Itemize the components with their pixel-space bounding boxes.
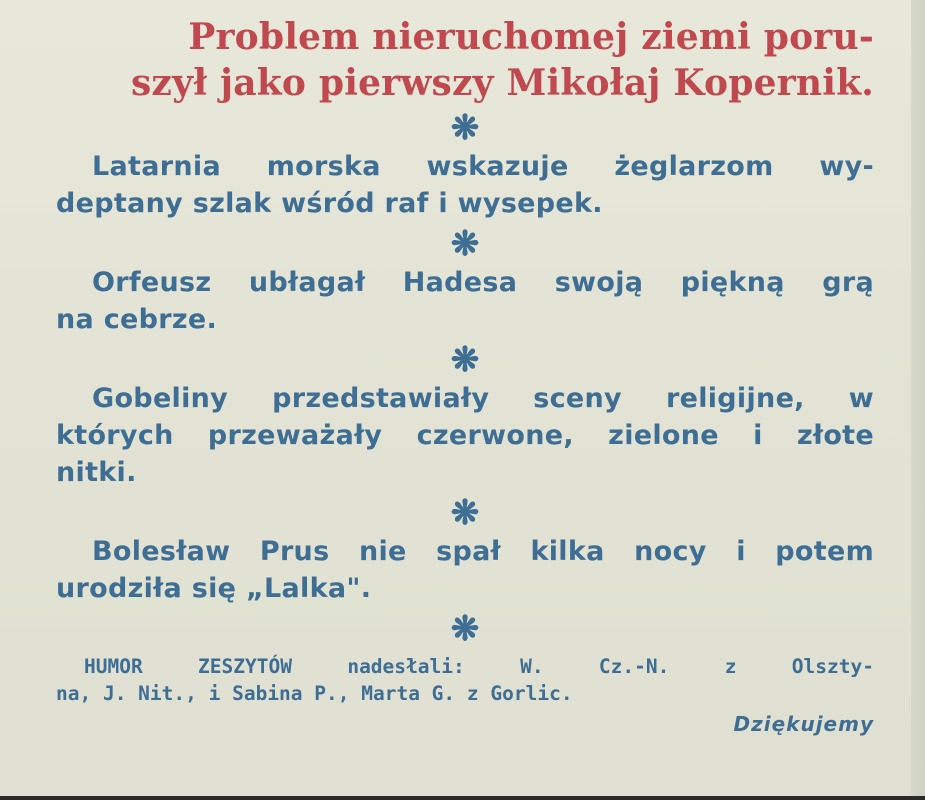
humor-item-1: [56, 148, 874, 222]
page-edge-shadow: [911, 0, 925, 800]
signoff: Dziękujemy: [733, 712, 874, 736]
asterisk-flower-icon: ❋: [450, 609, 480, 649]
humor-item-4: [56, 533, 874, 607]
credits-line-1: HUMOR ZESZYTÓW nadesłali: W. Cz.-N. z Olszty-: [84, 655, 874, 678]
humor-item-4-line-2: urodziła się „Lalka".: [56, 573, 372, 604]
asterisk-flower-icon: ❋: [450, 340, 480, 380]
humor-item-1-line-2: deptany szlak wśród raf i wysepek.: [56, 188, 603, 219]
humor-item-3-line-1: Gobeliny przedstawiały sceny religijne, w: [92, 383, 874, 414]
bottom-border: [0, 796, 925, 800]
humor-item-2: [56, 264, 874, 338]
asterisk-flower-icon: ❋: [450, 493, 480, 533]
credits: [56, 653, 874, 707]
humor-item-3-line-2: których przeważały czerwone, zielone i złote: [56, 420, 874, 451]
humor-item-1-line-1: Latarnia morska wskazuje żeglarzom wy-: [92, 151, 874, 182]
humor-item-2-line-1: Orfeusz ubłagał Hadesa swoją piękną grą: [92, 267, 874, 298]
humor-item-3: [56, 380, 874, 491]
humor-item-4-line-1: Bolesław Prus nie spał kilka nocy i potem: [92, 536, 874, 567]
asterisk-flower-icon: ❋: [450, 224, 480, 264]
humor-item-3-line-3: nitki.: [56, 457, 137, 488]
headline-line-1: Problem nieruchomej ziemi poru-: [188, 16, 874, 58]
headline-line-2: szył jako pierwszy Mikołaj Kopernik.: [130, 62, 874, 104]
credits-line-2: na, J. Nit., i Sabina P., Marta G. z Gorlic.: [56, 682, 573, 705]
article-column: [56, 14, 874, 739]
asterisk-flower-icon: ❋: [450, 108, 480, 148]
humor-item-2-line-2: na cebrze.: [56, 304, 218, 335]
headline: [56, 14, 874, 106]
